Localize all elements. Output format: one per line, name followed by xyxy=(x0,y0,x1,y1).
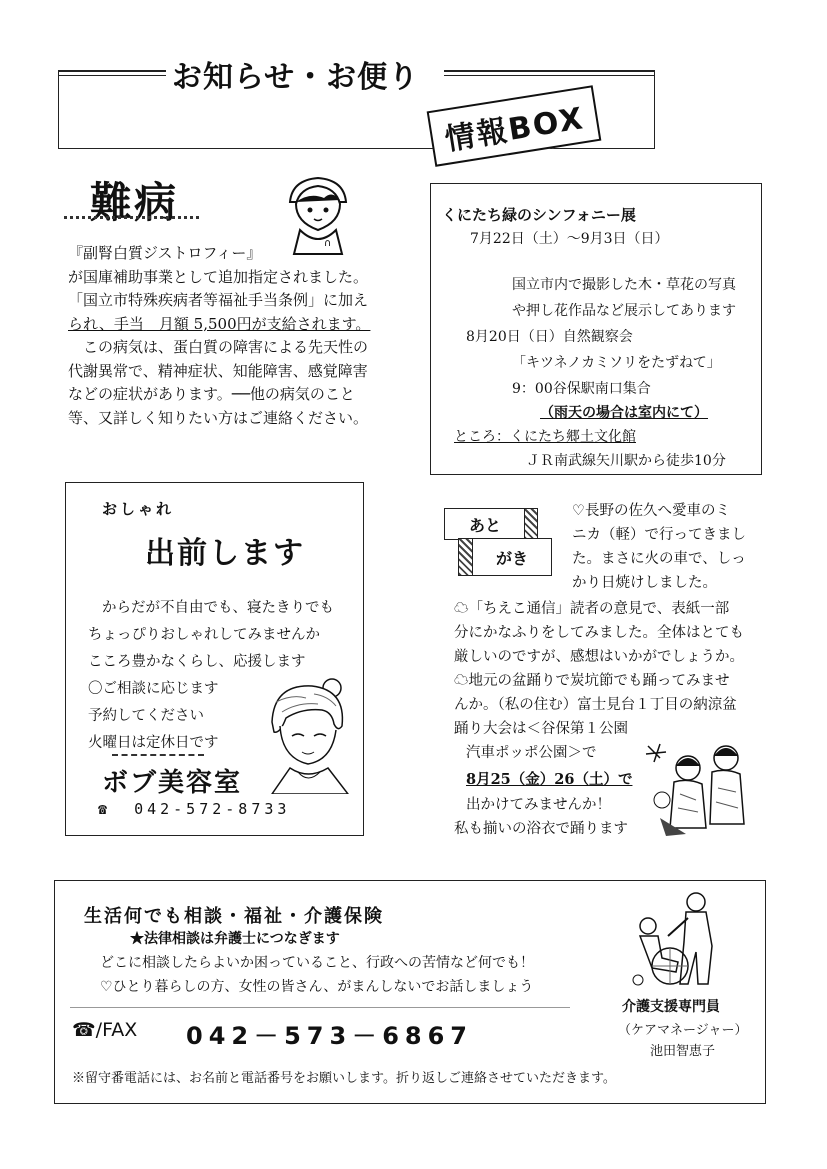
symphony-meet: 9：00谷保駅南口集合 xyxy=(512,381,651,397)
page-title: お知らせ・お便り xyxy=(172,60,420,95)
salon-line: 〇ご相談に応じます xyxy=(88,681,219,697)
atogaki-badge-top: あと xyxy=(444,508,526,540)
salon-line: 火曜日は定休日です xyxy=(88,735,219,751)
symphony-rain: （雨天の場合は室内にて） xyxy=(540,405,708,421)
symphony-access: ＪＲ南武線矢川駅から徒歩10分 xyxy=(526,453,726,469)
header-rule-right-thin xyxy=(444,75,654,76)
salon-subtitle: おしゃれ xyxy=(102,500,175,518)
nanbyou-line: が国庫補助事業として追加指定されました。 xyxy=(68,267,369,286)
symphony-event-title: 「キツネノカミソリをたずねて」 xyxy=(512,355,721,371)
salon-title: 出前します xyxy=(145,536,305,571)
salon-line: ちょっぴりおしゃれしてみませんか xyxy=(88,627,320,643)
consult-legal: ★法律相談は弁護士につなぎます xyxy=(130,931,340,947)
consult-fax-number: 042－573－6867 xyxy=(186,1022,473,1050)
salon-line: 予約してください xyxy=(88,708,204,724)
salon-line: からだが不自由でも、寝たきりでも xyxy=(102,600,334,616)
atogaki-line: ☁「ちえこ通信」読者の意見で、表紙一部 xyxy=(454,601,730,617)
atogaki-line: 分にかなふりをしてみました。全体はとても xyxy=(454,625,744,641)
nanbyou-line: 『副腎白質ジストロフィー』 xyxy=(68,244,262,262)
caregiver-wheelchair-illustration-icon xyxy=(622,888,732,988)
atogaki-badge xyxy=(444,508,552,578)
nanbyou-underline xyxy=(64,216,199,219)
nanbyou-line: られ、手当 月額 5,500円が支給されます。 xyxy=(68,314,371,333)
atogaki-line: ♡長野の佐久へ愛車のミ xyxy=(572,503,730,519)
symphony-title: くにたち緑のシンフォニー展 xyxy=(442,206,636,224)
salon-phone-number: 042-572-8733 xyxy=(134,800,291,818)
phone-icon: ☎ xyxy=(98,800,112,818)
atogaki-line: 私も揃いの浴衣で踊ります xyxy=(454,821,628,837)
atogaki-line: 出かけてみませんか！ xyxy=(466,797,611,813)
consult-note: ※留守番電話には、お名前と電話番号をお願いします。折り返しご連絡させていただきます。 xyxy=(72,1071,616,1086)
symphony-date: 7月22日（土）～9月3日（日） xyxy=(470,231,669,247)
nanbyou-line: などの症状があります。──他の病気のこと xyxy=(68,385,355,403)
symphony-place: ところ：くにたち郷土文化館 xyxy=(454,429,636,445)
consult-line-1: どこに相談したらよいか困っていること、行政への苦情など何でも！ xyxy=(100,955,534,971)
atogaki-line: ニカ（軽）で行ってきまし xyxy=(572,527,746,543)
atogaki-line: 汽車ポッポ公園＞で xyxy=(466,745,597,761)
nanbyou-body xyxy=(68,242,378,430)
salon-line: こころ豊かなくらし、応援します xyxy=(88,654,306,670)
atogaki-line: 8月25（金）26（土）で xyxy=(466,771,633,788)
atogaki-hatch-top xyxy=(524,508,538,540)
consult-line-2: ♡ひとり暮らしの方、女性の皆さん、がまんしないでお話しましょう xyxy=(100,979,534,995)
care-manager-subtitle: （ケアマネージャー） xyxy=(618,1023,748,1038)
nanbyou-line: 等、又詳しく知りたい方はご連絡ください。 xyxy=(68,408,369,427)
nanbyou-title: 難病 xyxy=(90,178,179,227)
care-manager-role: 介護支援専門員 xyxy=(622,999,720,1015)
header-rule-right xyxy=(444,70,654,72)
nanbyou-line: 代謝異常で、精神症状、知能障害、感覚障害 xyxy=(68,361,368,380)
care-manager-name: 池田智恵子 xyxy=(650,1044,716,1059)
consult-title: 生活何でも相談・福祉・介護保険 xyxy=(84,906,384,927)
svg-text:∩: ∩ xyxy=(324,238,332,249)
atogaki-line: んか。（私の住む）富士見台１丁目の納涼盆 xyxy=(454,697,737,713)
atogaki-line: た。まさに火の車で、しっ xyxy=(572,551,746,567)
consult-fax-label: ☎/FAX xyxy=(72,1019,138,1041)
header-rule-left-thin xyxy=(58,75,166,76)
consult-divider xyxy=(70,1007,570,1008)
nanbyou-line: 「国立市特殊疾病者等福祉手当条例」に加え xyxy=(68,291,369,309)
salon-phone xyxy=(98,800,290,818)
symphony-event: 8月20日（日）自然観察会 xyxy=(466,329,633,345)
bon-dance-illustration-icon xyxy=(640,738,760,838)
atogaki-line: 踊り大会は＜谷保第１公園 xyxy=(454,721,628,737)
elderly-woman-illustration-icon xyxy=(262,672,350,794)
salon-name-divider xyxy=(112,754,204,756)
symphony-desc-2: や押し花作品など展示してあります xyxy=(512,303,736,319)
atogaki-line: ☁地元の盆踊りで炭坑節でも踊ってみませ xyxy=(454,673,730,689)
nanbyou-line: この病気は、蛋白質の障害による先天性の xyxy=(68,338,369,356)
salon-name: ボブ美容室 xyxy=(102,768,243,798)
atogaki-badge-bottom: がき xyxy=(472,538,552,576)
atogaki-line: 厳しいのですが、感想はいかがでしょうか。 xyxy=(454,649,744,665)
atogaki-line: かり日焼けしました。 xyxy=(572,575,717,591)
info-box-label: 情報BOX xyxy=(427,85,602,167)
symphony-desc-1: 国立市内で撮影した木・草花の写真 xyxy=(512,277,736,293)
header-rule-left xyxy=(58,70,166,72)
